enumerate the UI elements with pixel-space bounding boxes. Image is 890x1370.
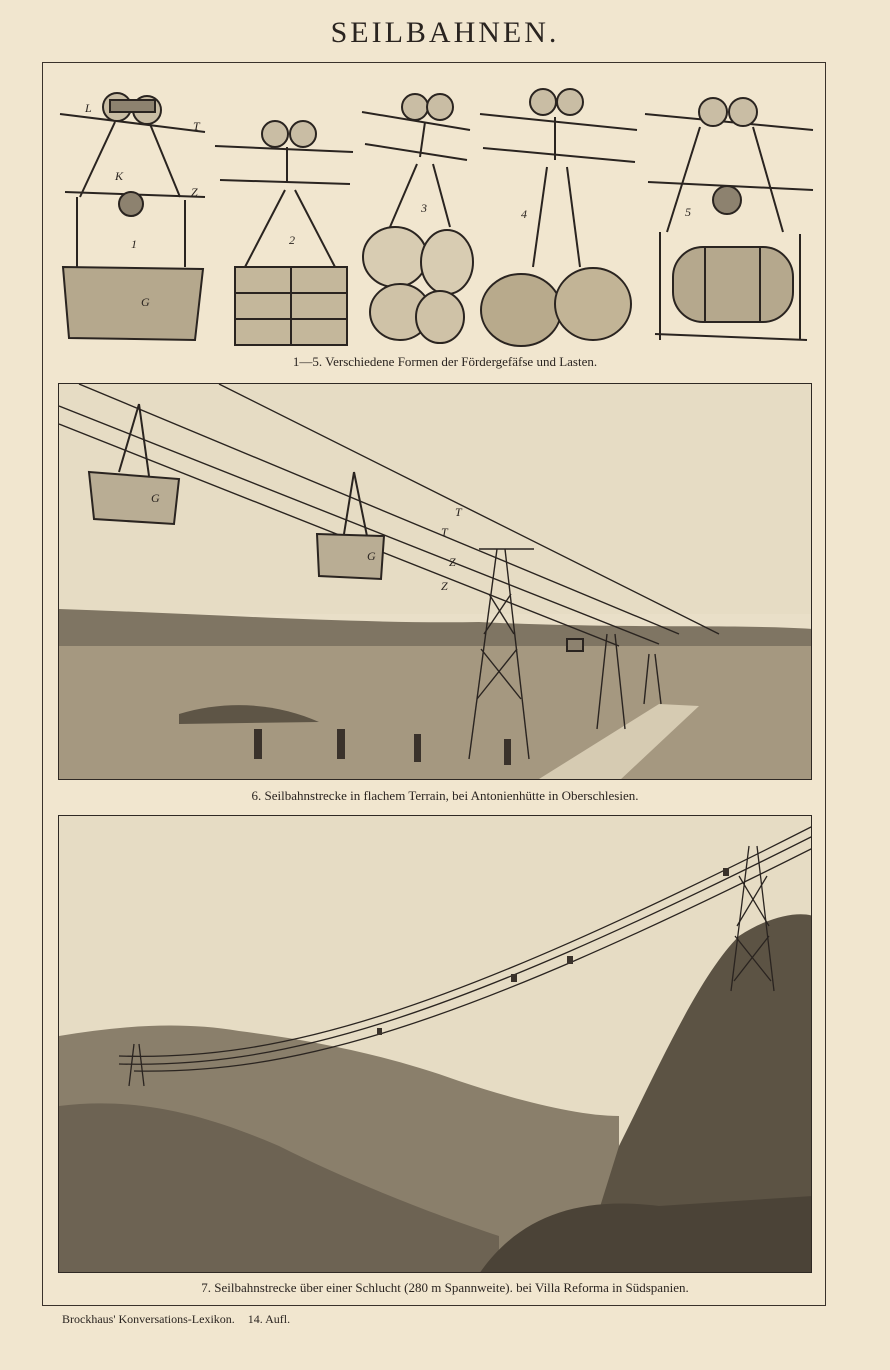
figure-gorge (58, 815, 812, 1273)
figure-flat-terrain (58, 383, 812, 780)
caption-gorge: 7. Seilbahnstrecke über einer Schlucht (280 m Spannweite). bei Villa Reforma in Südspanien. (201, 1280, 689, 1295)
caption-carriers: 1—5. Verschiedene Formen der Fördergefäfse und Lasten. (292, 354, 598, 369)
figure-number-4: 4 (521, 207, 527, 221)
label-T: T (193, 119, 200, 133)
gorge-illustration (59, 816, 812, 1273)
figure-number-2: 2 (289, 233, 295, 247)
label-G-bucket-2: G (367, 549, 376, 563)
label-G-bucket-1: G (151, 491, 160, 505)
label-T-upper: T (455, 505, 462, 519)
figure-carriers (55, 72, 820, 352)
caption-flat-terrain: 6. Seilbahnstrecke in flachem Terrain, bei Antonienhütte in Oberschlesien. (251, 788, 639, 803)
carriers-illustration (55, 72, 820, 352)
label-G: G (141, 295, 150, 309)
footer (62, 1312, 290, 1327)
footer-source: Brockhaus' Konversations-Lexikon. (62, 1312, 235, 1326)
footer-edition: 14. Aufl. (247, 1312, 291, 1326)
figure-number-3: 3 (421, 201, 427, 215)
page-title: SEILBAHNEN. (330, 16, 560, 49)
figure-number-1: 1 (131, 237, 137, 251)
label-Z-lower: Z (441, 579, 448, 593)
label-Z: Z (191, 185, 198, 199)
figure-number-5: 5 (685, 205, 691, 219)
label-T-lower: T (441, 525, 448, 539)
label-L: L (85, 101, 92, 115)
flat-terrain-illustration (59, 384, 812, 780)
label-K: K (115, 169, 124, 183)
label-Z-upper: Z (449, 555, 456, 569)
